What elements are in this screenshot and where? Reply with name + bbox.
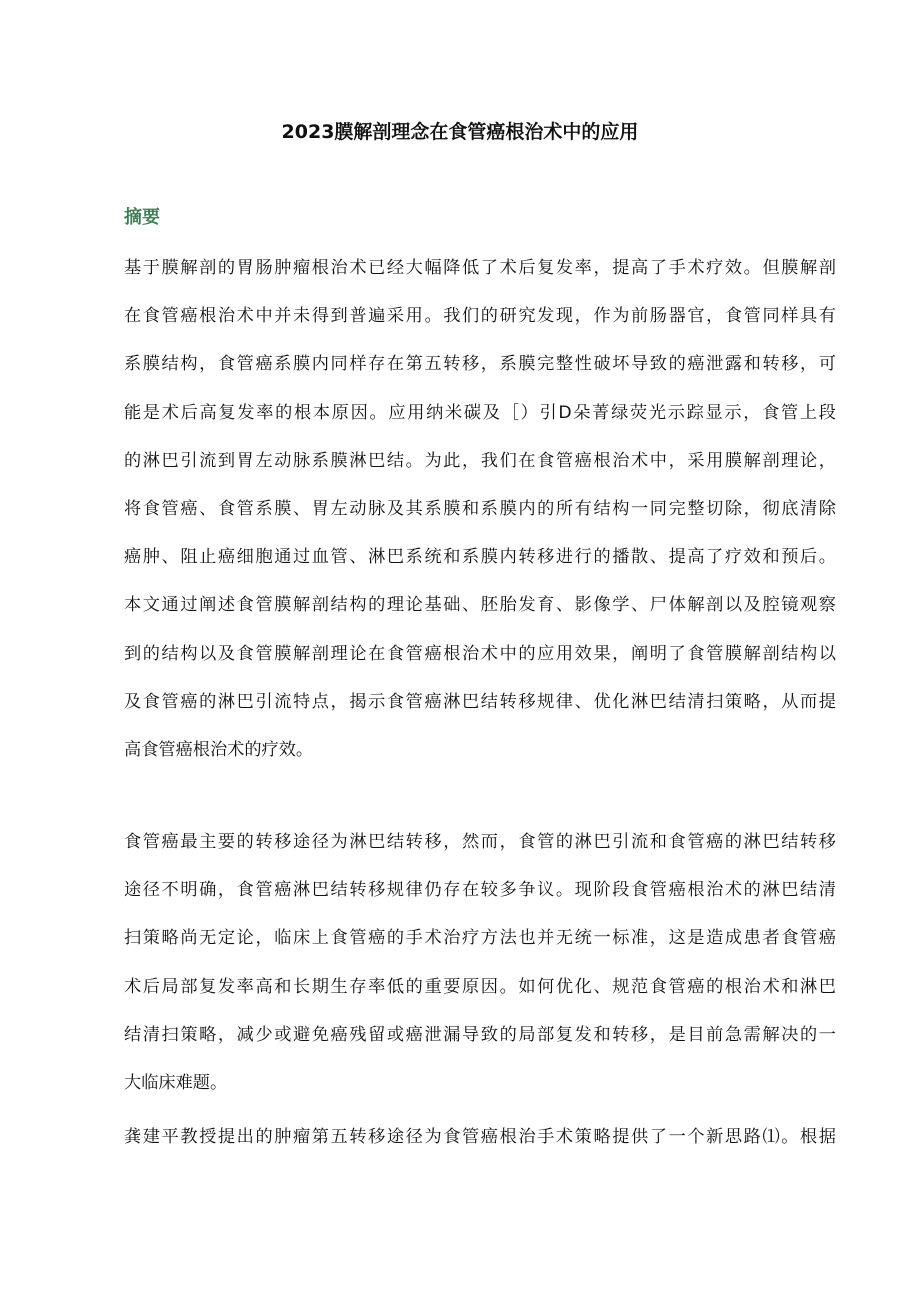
abstract-line: 将食管癌、食管系膜、胃左动脉及其系膜和系膜内的所有结构一同完整切除，彻底清除 <box>124 498 836 519</box>
abstract-line: 及食管癌的淋巴引流特点，揭示食管癌淋巴结转移规律、优化淋巴结清扫策略，从而提 <box>124 691 836 712</box>
abstract-line: 癌肿、阻止癌细胞通过血管、淋巴系统和系膜内转移进行的播散、提高了疗效和预后。 <box>124 547 836 568</box>
abstract-body <box>124 254 836 784</box>
paragraph-line: 扫策略尚无定论，临床上食管癌的手术治疗方法也并无统一标准，这是造成患者食管癌 <box>124 928 836 949</box>
abstract-heading: 摘要 <box>124 207 160 228</box>
abstract-line: 高食管癌根治术的疗效。 <box>124 739 314 760</box>
paragraph-line: 大临床难题。 <box>124 1072 228 1093</box>
document-title: 2023膜解剖理念在食管癌根治术中的应用 <box>281 121 639 143</box>
abstract-line: 在食管癌根治术中并未得到普遍采用。我们的研究发现，作为前肠器官，食管同样具有 <box>124 306 836 327</box>
body-paragraph-2 <box>124 1123 836 1171</box>
body-paragraph-1 <box>124 828 836 1117</box>
abstract-line: 的淋巴引流到胃左动脉系膜淋巴结。为此，我们在食管癌根治术中，采用膜解剖理论， <box>124 450 836 471</box>
abstract-line: 基于膜解剖的胃肠肿瘤根治术已经大幅降低了术后复发率，提高了手术疗效。但膜解剖 <box>124 258 836 278</box>
abstract-line: 到的结构以及食管膜解剖理论在食管癌根治术中的应用效果，阐明了食管膜解剖结构以 <box>124 643 836 664</box>
paragraph-line: 龚建平教授提出的肿瘤第五转移途径为食管癌根治手术策略提供了一个新思路⑴。根据 <box>124 1127 836 1147</box>
paragraph-line: 结清扫策略，减少或避免癌残留或癌泄漏导致的局部复发和转移，是目前急需解决的一 <box>124 1024 836 1045</box>
abstract-line: 本文通过阐述食管膜解剖结构的理论基础、胚胎发育、影像学、尸体解剖以及腔镜观察 <box>124 595 836 616</box>
abstract-line: 系膜结构，食管癌系膜内同样存在第五转移，系膜完整性破坏导致的癌泄露和转移，可 <box>124 354 836 375</box>
paragraph-line: 食管癌最主要的转移途径为淋巴结转移，然而，食管的淋巴引流和食管癌的淋巴结转移 <box>124 832 836 852</box>
paragraph-line: 途径不明确，食管癌淋巴结转移规律仍存在较多争议。现阶段食管癌根治术的淋巴结清 <box>124 880 836 901</box>
paragraph-line: 术后局部复发率高和长期生存率低的重要原因。如何优化、规范食管癌的根治术和淋巴 <box>124 976 836 997</box>
abstract-line: 能是术后高复发率的根本原因。应用纳米碳及［）引D朵菁绿荧光示踪显示，食管上段 <box>124 402 836 423</box>
